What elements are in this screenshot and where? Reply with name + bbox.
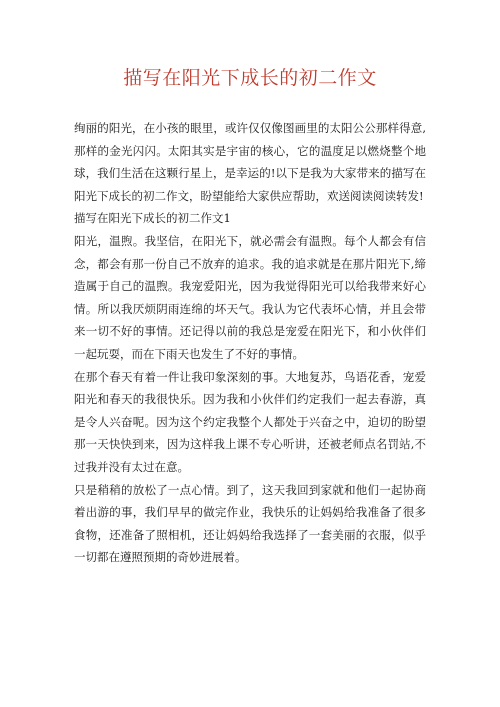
body-paragraph: 在那个春天有着一件让我印象深刻的事。大地复苏，鸟语花香，宠爱阳光和春天的我很快乐。因为我和小伙伴们约定我们一起去春游，真是令人兴奋呢。因为这个约定我整个人都处于兴奋之中，迫切的盼望那一天快快到来，因为这样我上课不专心听讲，还被老师点名罚站,不过我并没有太过在意。	[74, 369, 426, 474]
intro-paragraph: 绚丽的阳光，在小孩的眼里，或许仅仅像图画里的太阳公公那样得意,那样的金光闪闪。太阳其实是宇宙的核心，它的温度足以燃烧整个地球，我们生活在这颗行星上，是幸运的!以下是我为大家带来的描写在阳光下成长的初二作文，盼望能给大家供应帮助，欢送阅读阅读转发!	[74, 121, 426, 203]
document-body	[74, 117, 426, 569]
document-title: 描写在阳光下成长的初二作文	[123, 67, 377, 89]
section-heading: 描写在阳光下成长的初二作文1	[74, 211, 231, 226]
body-paragraph: 只是稍稍的放松了一点心情。到了，这天我回到家就和他们一起协商着出游的事，我们早早的做完作业，我快乐的让妈妈给我准备了很多食物，还准备了照相机，还让妈妈给我选择了一套美丽的衣服，似乎一切都在遵照预期的奇妙进展着。	[74, 482, 426, 565]
body-paragraph: 阳光，温煦。我坚信，在阳光下，就必需会有温煦。每个人都会有信念，都会有那一份自己不放弃的追求。我的追求就是在那片阳光下,缔造属于自己的温煦。我宠爱阳光，因为我觉得阳光可以给我带来好心情。所以我厌烦阴雨连绵的坏天气。我认为它代表坏心情，并且会带来一切不好的事情。还记得以前的我总是宠爱在阳光下，和小伙伴们一起玩耍，而在下雨天也发生了不好的事情。	[74, 233, 426, 361]
